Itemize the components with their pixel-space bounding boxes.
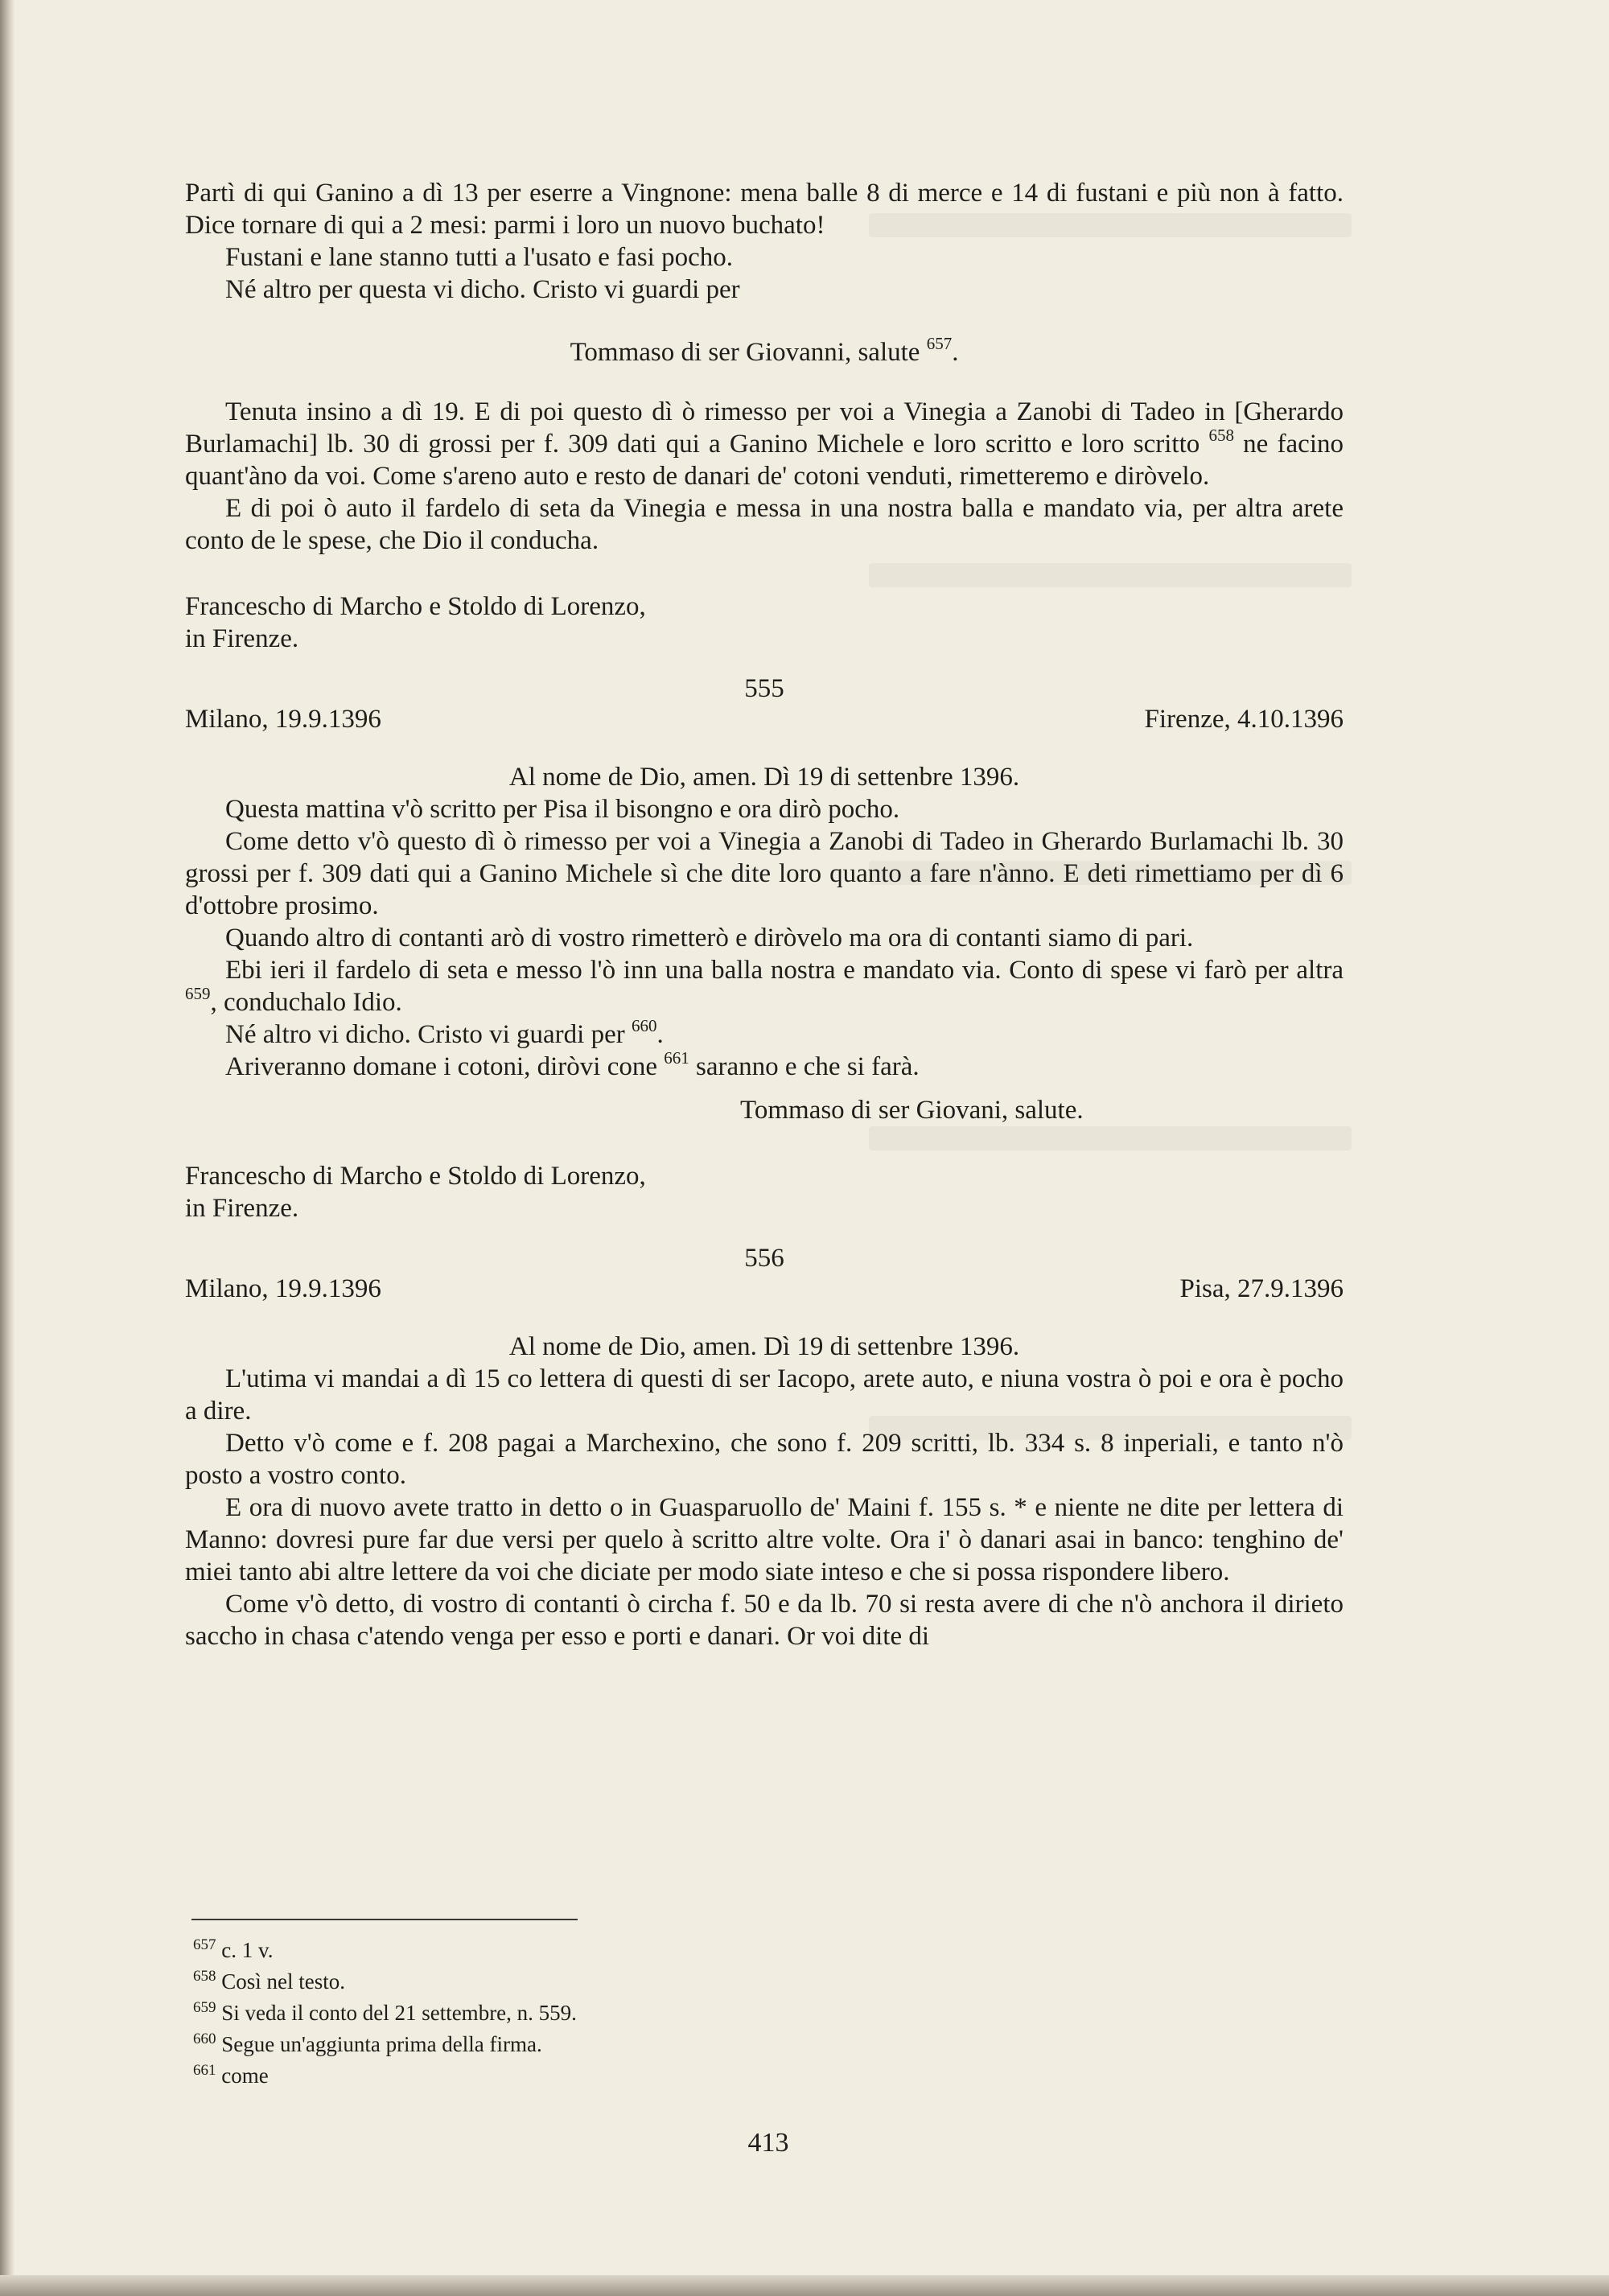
address-line: Francescho di Marcho e Stoldo di Lorenzo,	[185, 592, 646, 621]
footnote: $^{661}$ come	[193, 2062, 269, 2088]
letter-header	[185, 703, 1344, 735]
paragraph: Partì di qui Ganino a dì 13 per eserre a Vingnone: mena balle 8 di merce e 14 di fustani e più non à fatto. Dice tornare di qui a 2 mesi: parmi i loro un nuovo buchato!	[185, 179, 1344, 240]
address-block	[185, 590, 1344, 655]
paragraph: E di poi ò auto il fardelo di seta da Vinegia e messa in una nostra balla e mandato via, per altra arete conto de le spese, che Dio il conducha.	[185, 494, 1344, 555]
footnote-ref: 658	[1208, 426, 1234, 445]
footnote-divider	[191, 1919, 578, 1920]
paragraph: Né altro vi dicho. Cristo vi guardi per $^{660}$.	[225, 1016, 664, 1049]
paragraph: Ariveranno domane i cotoni, diròvi cone $^{661}$ saranno e che si farà.	[225, 1048, 920, 1081]
footnote: $^{660}$ Segue un'aggiunta prima della firma.	[193, 2031, 542, 2056]
paragraph: Come detto v'ò questo dì ò rimesso per voi a Vinegia a Zanobi di Tadeo in Gherardo Burlamachi lb. 30 grossi per f. 309 dati qui a Ganino Michele sì che dite loro quanto a fare n'ànno. E deti rimettiamo per dì 6 d'ottobre prosimo.	[185, 827, 1344, 920]
letter-destination: Firenze, 4.10.1396	[1144, 705, 1344, 734]
signature: Tommaso di ser Giovanni, salute $^{657}$.	[570, 334, 959, 367]
footnote: $^{659}$ Si veda il conto del 21 settembre, n. 559.	[193, 1999, 577, 2025]
page-binding-edge	[0, 0, 14, 2296]
paragraph: Detto v'ò come e f. 208 pagai a Marchexino, che sono f. 209 scritti, lb. 334 s. 8 inperiali, e tanto n'ò posto a vostro conto.	[185, 1429, 1344, 1490]
footnote: $^{658}$ Così nel testo.	[193, 1968, 345, 1994]
footnote-ref: 657	[926, 334, 953, 353]
address-line: Francescho di Marcho e Stoldo di Lorenzo,	[185, 1162, 646, 1191]
salutation: Al nome de Dio, amen. Dì 19 di settenbre 1396.	[508, 1332, 1020, 1361]
footnote-ref: 660	[631, 1016, 657, 1035]
paragraph: Ebi ieri il fardelo di seta e messo l'ò inn una balla nostra e mandato via. Conto di spese vi farò per altra $^{659}$, conduchalo Idio.	[185, 956, 1344, 1017]
paragraph: Questa mattina v'ò scritto per Pisa il bisongno e ora dirò pocho.	[225, 795, 900, 824]
paragraph: Come v'ò detto, di vostro di contanti ò circha f. 50 e da lb. 70 si resta avere di che n'ò anchora il dirieto saccho in chasa c'atendo venga per esso e porti e danari. Or voi dite di	[185, 1590, 1344, 1651]
page-body	[185, 177, 1344, 1652]
signature: Tommaso di ser Giovani, salute.	[740, 1096, 1084, 1125]
paragraph: Tenuta insino a dì 19. E di poi questo dì ò rimesso per voi a Vinegia a Zanobi di Tadeo in [Gherardo Burlamachi] lb. 30 di grossi per f. 309 dati qui a Ganino Michele e loro scritto e loro scritto $^{658}$ ne facino quant'àno da voi. Come s'areno auto e resto de danari de' cotoni venduti, rimetteremo e diròvelo.	[185, 397, 1344, 491]
address-line: in Firenze.	[185, 624, 299, 653]
footnote: $^{657}$ c. 1 v.	[193, 1936, 274, 1962]
address-block	[185, 1160, 1344, 1224]
footnote-ref: 661	[664, 1048, 689, 1068]
address-line: in Firenze.	[185, 1194, 299, 1223]
page-number: 413	[747, 2128, 789, 2158]
page-bottom-edge	[0, 2275, 1609, 2296]
letter-origin: Milano, 19.9.1396	[185, 1274, 381, 1303]
paragraph: Fustani e lane stanno tutti a l'usato e fasi pocho.	[225, 243, 733, 272]
footnotes	[193, 1919, 1319, 2092]
letter-header	[185, 1273, 1344, 1305]
letter-origin: Milano, 19.9.1396	[185, 705, 381, 734]
letter-number: 555	[744, 674, 784, 703]
footnote-ref: 659	[185, 984, 211, 1003]
paragraph: Quando altro di contanti arò di vostro rimetterò e diròvelo ma ora di contanti siamo di pari.	[225, 924, 1194, 953]
paragraph: Né altro per questa vi dicho. Cristo vi guardi per	[225, 275, 740, 304]
letter-destination: Pisa, 27.9.1396	[1179, 1274, 1344, 1303]
paragraph: E ora di nuovo avete tratto in detto o in Guasparuollo de' Maini f. 155 s. * e niente ne dite per lettera di Manno: dovresi pure far due versi per quelo à scritto altre volte. Ora i' ò danari asai in banco: tenghino de' miei tanto abi altre lettere da voi che diciate per modo siate inteso e che si possa rispondere libero.	[185, 1493, 1344, 1586]
letter-number: 556	[744, 1244, 784, 1273]
salutation: Al nome de Dio, amen. Dì 19 di settenbre 1396.	[508, 763, 1020, 792]
paragraph: L'utima vi mandai a dì 15 co lettera di questi di ser Iacopo, arete auto, e niuna vostra ò poi e ora è pocho a dire.	[185, 1364, 1344, 1426]
